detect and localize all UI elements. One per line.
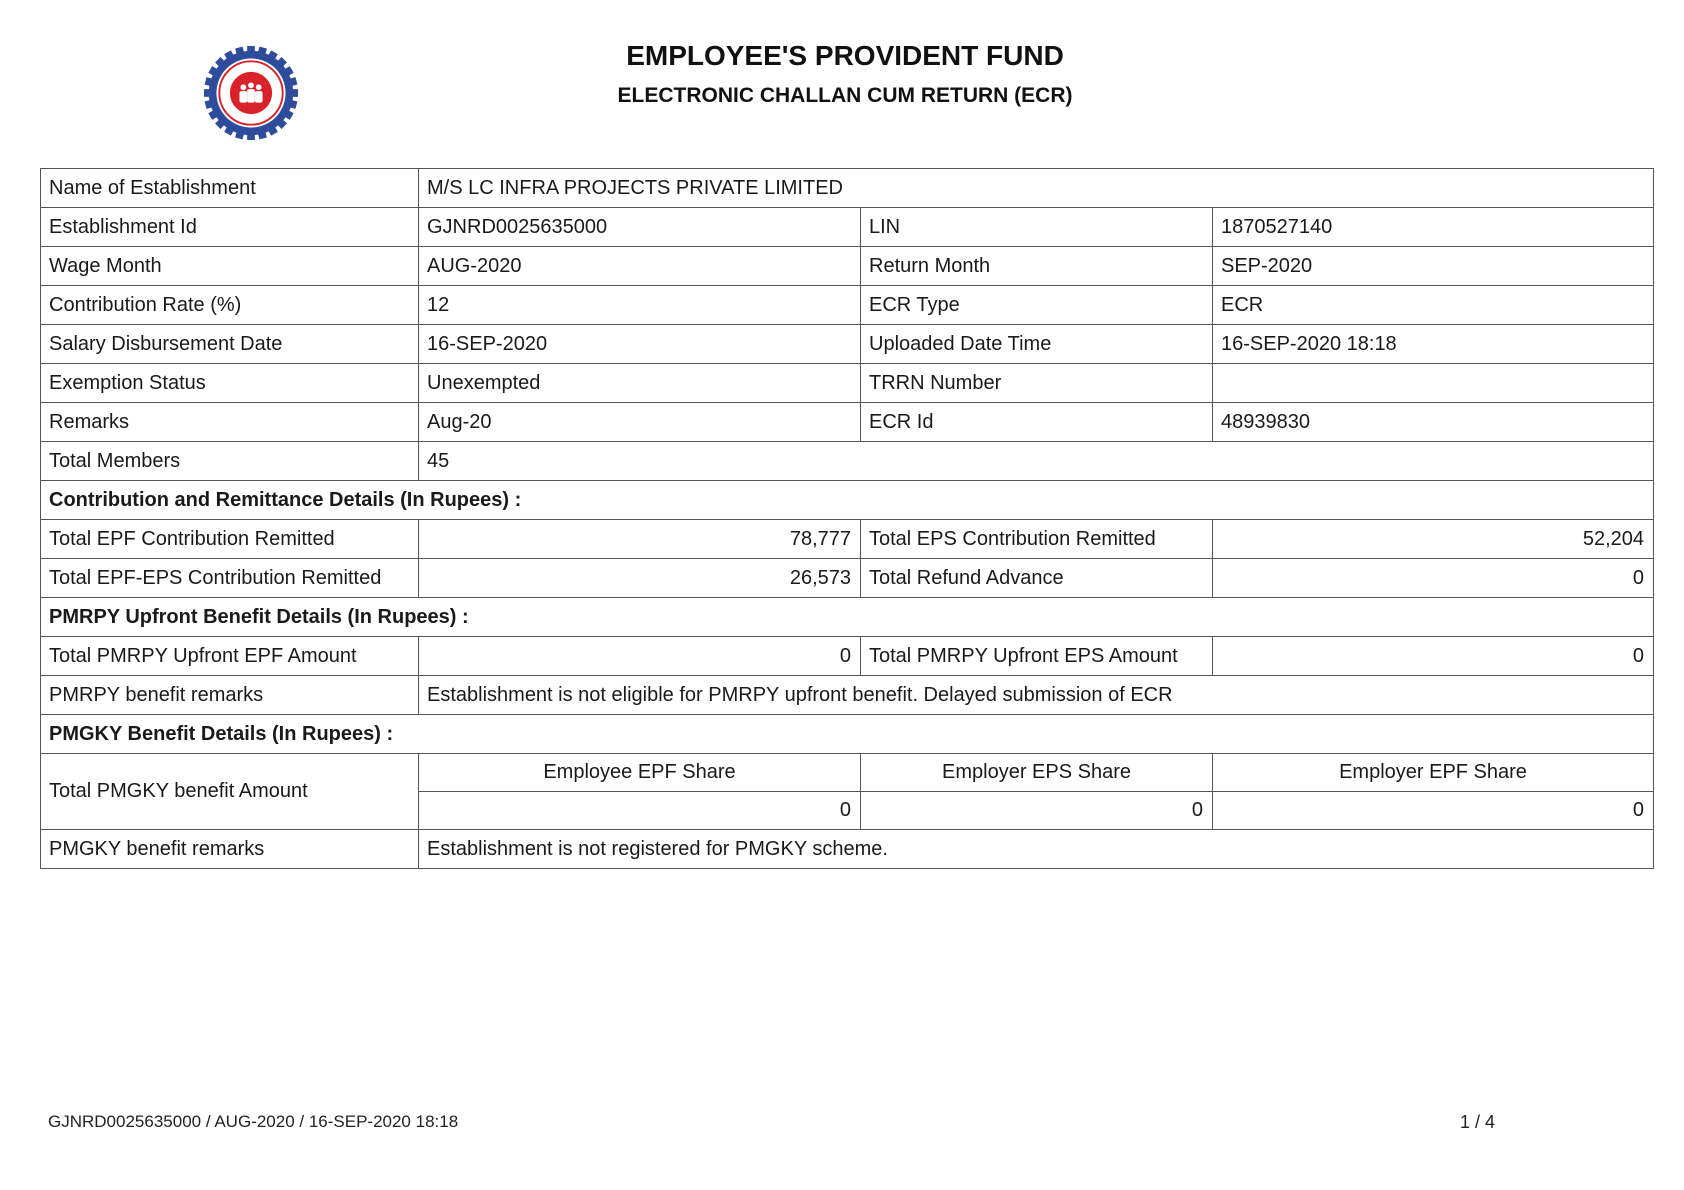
table-row [41,481,1654,520]
table-row [41,559,1654,598]
total-eps-contribution-value: 52,204 [1213,520,1654,559]
table-row [41,442,1654,481]
pmgky-section-heading: PMGKY Benefit Details (In Rupees) : [41,715,1654,754]
employer-eps-share-value: 0 [861,792,1213,830]
ecr-id-label: ECR Id [861,403,1213,442]
ecr-type-label: ECR Type [861,286,1213,325]
pmrpy-upfront-eps-label: Total PMRPY Upfront EPS Amount [861,637,1213,676]
total-members-value: 45 [419,442,1654,481]
pmrpy-remarks-value: Establishment is not eligible for PMRPY upfront benefit. Delayed submission of ECR [419,676,1654,715]
pmrpy-remarks-label: PMRPY benefit remarks [41,676,419,715]
wage-month-label: Wage Month [41,247,419,286]
uploaded-date-time-label: Uploaded Date Time [861,325,1213,364]
total-refund-advance-value: 0 [1213,559,1654,598]
total-epf-eps-contribution-label: Total EPF-EPS Contribution Remitted [41,559,419,598]
table-row [41,598,1654,637]
total-eps-contribution-label: Total EPS Contribution Remitted [861,520,1213,559]
pmgky-remarks-value: Establishment is not registered for PMGKY scheme. [419,830,1654,869]
employer-epf-share-value: 0 [1213,792,1654,830]
name-of-establishment-label: Name of Establishment [41,169,419,208]
employer-eps-share-header: Employer EPS Share [861,754,1213,792]
page-title: EMPLOYEE'S PROVIDENT FUND [626,40,1064,71]
ecr-id-value: 48939830 [1213,403,1654,442]
pmrpy-section-heading: PMRPY Upfront Benefit Details (In Rupees) : [41,598,1654,637]
table-row [41,286,1654,325]
page-subtitle: ELECTRONIC CHALLAN CUM RETURN (ECR) [617,84,1073,107]
table-row [41,715,1654,754]
table-row [41,208,1654,247]
epfo-logo [203,45,299,141]
table-row [41,364,1654,403]
contribution-rate-value: 12 [419,286,861,325]
ecr-type-value: ECR [1213,286,1654,325]
employer-epf-share-header: Employer EPF Share [1213,754,1654,792]
return-month-label: Return Month [861,247,1213,286]
lin-label: LIN [861,208,1213,247]
exemption-status-label: Exemption Status [41,364,419,403]
table-row [41,637,1654,676]
pmrpy-upfront-eps-value: 0 [1213,637,1654,676]
total-epf-contribution-value: 78,777 [419,520,861,559]
pmgky-remarks-label: PMGKY benefit remarks [41,830,419,869]
establishment-id-label: Establishment Id [41,208,419,247]
remarks-label: Remarks [41,403,419,442]
trrn-number-label: TRRN Number [861,364,1213,403]
employee-epf-share-value: 0 [419,792,861,830]
ecr-details-table [40,168,1654,869]
table-row [41,247,1654,286]
total-refund-advance-label: Total Refund Advance [861,559,1213,598]
pmrpy-upfront-epf-label: Total PMRPY Upfront EPF Amount [41,637,419,676]
table-row [41,169,1654,208]
contribution-section-heading: Contribution and Remittance Details (In Rupees) : [41,481,1654,520]
table-row [41,676,1654,715]
exemption-status-value: Unexempted [419,364,861,403]
page-number: 1 / 4 [1460,1112,1496,1132]
pmgky-amount-label: Total PMGKY benefit Amount [41,754,419,830]
table-row [41,325,1654,364]
lin-value: 1870527140 [1213,208,1654,247]
table-row [41,754,1654,792]
uploaded-date-time-value: 16-SEP-2020 18:18 [1213,325,1654,364]
employee-epf-share-header: Employee EPF Share [419,754,861,792]
establishment-id-value: GJNRD0025635000 [419,208,861,247]
contribution-rate-label: Contribution Rate (%) [41,286,419,325]
table-row [41,403,1654,442]
table-row [41,520,1654,559]
trrn-number-value [1213,364,1654,403]
return-month-value: SEP-2020 [1213,247,1654,286]
name-of-establishment-value: M/S LC INFRA PROJECTS PRIVATE LIMITED [419,169,1654,208]
total-members-label: Total Members [41,442,419,481]
total-epf-contribution-label: Total EPF Contribution Remitted [41,520,419,559]
table-row [41,830,1654,869]
total-epf-eps-contribution-value: 26,573 [419,559,861,598]
salary-disbursement-date-label: Salary Disbursement Date [41,325,419,364]
pmrpy-upfront-epf-value: 0 [419,637,861,676]
salary-disbursement-date-value: 16-SEP-2020 [419,325,861,364]
wage-month-value: AUG-2020 [419,247,861,286]
remarks-value: Aug-20 [419,403,861,442]
footer-reference: GJNRD0025635000 / AUG-2020 / 16-SEP-2020 18:18 [48,1112,459,1131]
